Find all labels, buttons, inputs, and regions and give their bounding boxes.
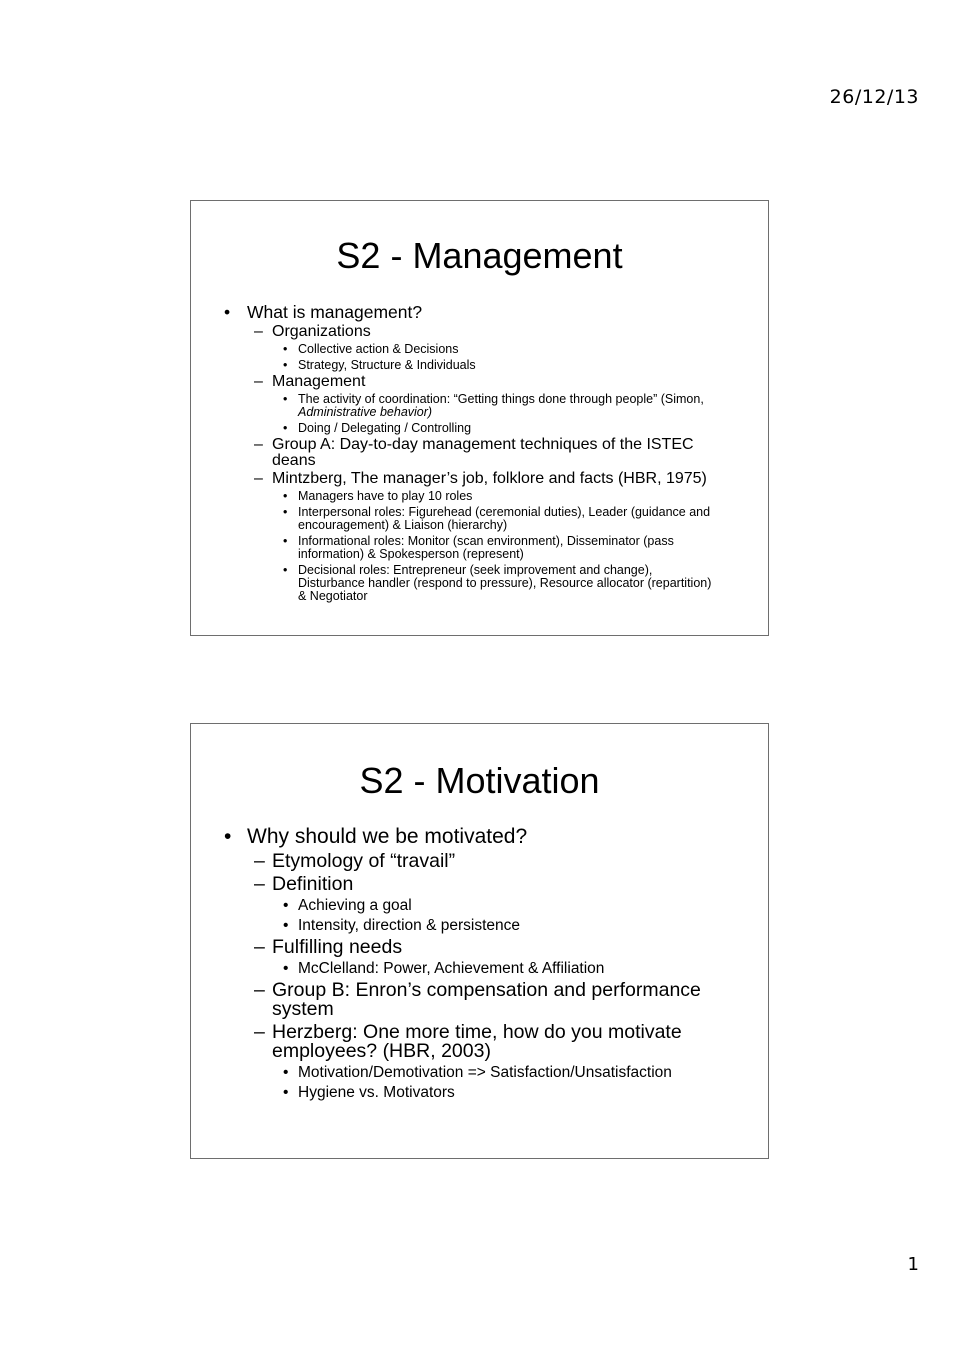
sub-bullet: • McClelland: Power, Achievement & Affiliation	[224, 961, 718, 977]
sub-bullet-coordination	[224, 393, 718, 419]
sub-bullet: • Doing / Delegating / Controlling	[224, 422, 718, 435]
bullet-herzberg: – Herzberg: One more time, how do you motivate employees? (HBR, 2003)	[224, 1023, 718, 1061]
slide-bullets	[224, 826, 718, 1101]
slide-title: S2 - Management	[336, 235, 623, 276]
bullet-group-a: – Group A: Day-to-day management techniques of the ISTEC deans	[224, 437, 718, 469]
sub-bullet: • Achieving a goal	[224, 898, 718, 914]
bullet-fulfilling-needs: – Fulfilling needs	[224, 938, 718, 957]
sub-bullet: • Managers have to play 10 roles	[224, 490, 718, 503]
slide-title: S2 - Motivation	[359, 760, 600, 801]
bullet-management: – Management	[224, 374, 718, 390]
bullet-question: • What is management?	[224, 303, 718, 322]
bullet-group-b: – Group B: Enron’s compensation and performance system	[224, 981, 718, 1019]
sub-bullet: • Interpersonal roles: Figurehead (ceremonial duties), Leader (guidance and encouragement) & Liaison (hierarchy)	[224, 506, 718, 532]
sub-bullet: • Strategy, Structure & Individuals	[224, 359, 718, 372]
sub-bullet: • Informational roles: Monitor (scan environment), Disseminator (pass information) & Spokesperson (represent)	[224, 535, 718, 561]
sub-bullet: • Intensity, direction & persistence	[224, 918, 718, 934]
sub-bullet: • Decisional roles: Entrepreneur (seek improvement and change), Disturbance handler (respond to pressure), Resource allocator (repartition) & Negotiator	[224, 564, 718, 603]
bullet-organizations: – Organizations	[224, 324, 718, 340]
header-date: 26/12/13	[829, 86, 919, 108]
sub-bullet: • Hygiene vs. Motivators	[224, 1085, 718, 1101]
sub-bullet: • Motivation/Demotivation => Satisfaction/Unsatisfaction	[224, 1065, 718, 1081]
slide-bullets	[224, 303, 718, 603]
sub-bullet-italic: Administrative behavior)	[298, 405, 433, 419]
slide-management	[190, 200, 769, 636]
bullet-etymology: – Etymology of “travail”	[224, 852, 718, 871]
slide-motivation	[190, 723, 769, 1159]
bullet-question: • Why should we be motivated?	[224, 826, 718, 848]
sub-bullet-text: The activity of coordination: “Getting things done through people” (Simon,	[298, 392, 704, 406]
page-number: 1	[907, 1254, 919, 1275]
bullet-definition: – Definition	[224, 875, 718, 894]
bullet-mintzberg: – Mintzberg, The manager’s job, folklore and facts (HBR, 1975)	[224, 471, 718, 487]
sub-bullet: • Collective action & Decisions	[224, 343, 718, 356]
